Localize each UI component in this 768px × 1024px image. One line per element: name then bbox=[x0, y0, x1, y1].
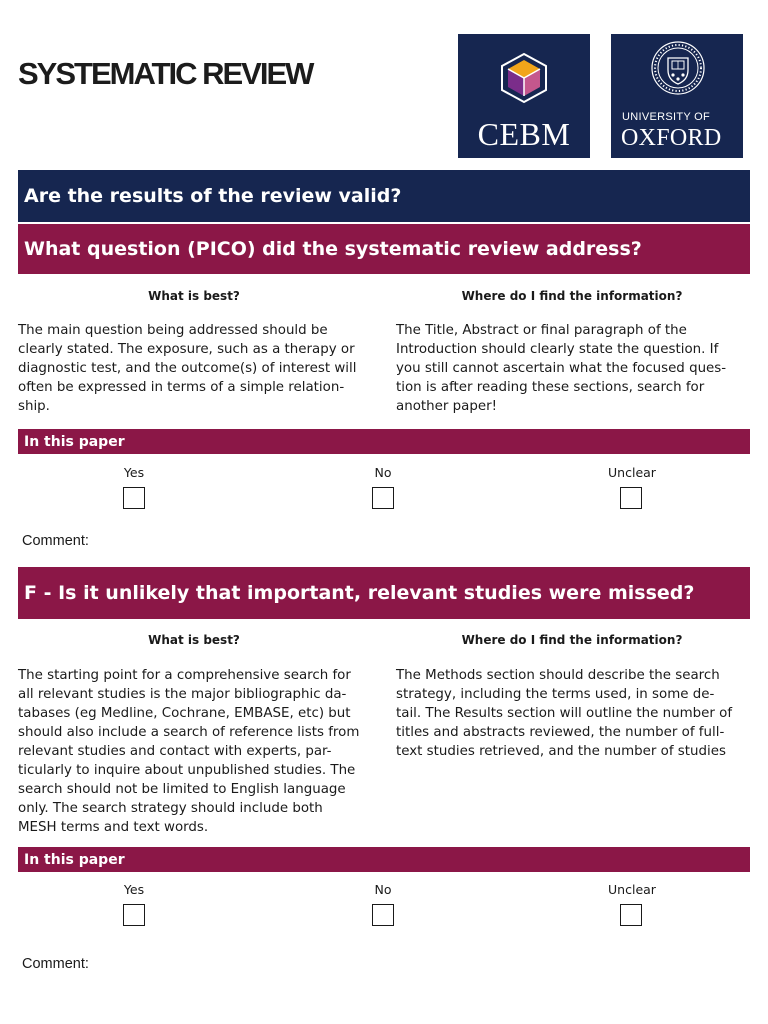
q2-comment-label: Comment: bbox=[22, 956, 89, 972]
q2-unclear-checkbox[interactable] bbox=[620, 904, 642, 926]
cebm-logo bbox=[458, 34, 590, 158]
q2-where-text: The Methods section should describe the search strategy, including the terms used, in some de- tail. The Results section will outline the number of titles and abstracts reviewed, the number of full- text studies retrieved, and the number of studies bbox=[396, 668, 733, 759]
q2-no-checkbox[interactable] bbox=[372, 904, 394, 926]
q1-no-checkbox[interactable] bbox=[372, 487, 394, 509]
q1-comment-label: Comment: bbox=[22, 533, 89, 549]
q1-in-this-paper: In this paper bbox=[18, 429, 750, 454]
q2-where-header: Where do I find the information? bbox=[461, 633, 683, 647]
q2-option-no-label: No bbox=[374, 882, 392, 897]
q2-option-yes-label: Yes bbox=[123, 882, 145, 897]
q2-in-this-paper: In this paper bbox=[18, 847, 750, 872]
q1-option-no-label: No bbox=[374, 465, 392, 480]
oxford-logo bbox=[611, 34, 743, 158]
oxford-logo-subtext: UNIVERSITY OF bbox=[622, 111, 711, 123]
cebm-cube-icon bbox=[498, 52, 550, 104]
q1-best-header: What is best? bbox=[148, 289, 240, 303]
q2-best-text: The starting point for a comprehensive search for all relevant studies is the major bibliographic da- tabases (eg Medline, Cochrane, EMBASE, etc) but should also include a search of reference lists from relevant studies and contact with experts, par- ticularly to inquire about unpublished studies. The search should not be limited to English language only. The search strategy should include both MESH terms and text words. bbox=[18, 668, 360, 835]
q1-yes-checkbox[interactable] bbox=[123, 487, 145, 509]
q1-option-yes-label: Yes bbox=[123, 465, 145, 480]
question-1-title: What question (PICO) did the systematic review address? bbox=[18, 224, 750, 274]
q1-where-text: The Title, Abstract or final paragraph of the Introduction should clearly state the question. If you still cannot ascertain what the focused ques- tion is after reading these sections, search for another paper! bbox=[396, 323, 727, 414]
oxford-logo-text: OXFORD bbox=[621, 125, 722, 151]
q1-where-header: Where do I find the information? bbox=[461, 289, 683, 303]
section-heading: Are the results of the review valid? bbox=[18, 170, 750, 222]
question-2-title: F - Is it unlikely that important, relevant studies were missed? bbox=[18, 567, 750, 619]
q1-unclear-checkbox[interactable] bbox=[620, 487, 642, 509]
q2-best-header: What is best? bbox=[148, 633, 240, 647]
oxford-crest-icon bbox=[650, 40, 706, 96]
q2-option-unclear-label: Unclear bbox=[608, 882, 656, 897]
q2-yes-checkbox[interactable] bbox=[123, 904, 145, 926]
cebm-logo-text: CEBM bbox=[477, 116, 571, 152]
q1-option-unclear-label: Unclear bbox=[608, 465, 656, 480]
q1-best-text: The main question being addressed should be clearly stated. The exposure, such as a therapy or diagnostic test, and the outcome(s) of interest will often be expressed in terms of a simple relation- ship. bbox=[18, 323, 357, 414]
page-title: SYSTEMATIC REVIEW bbox=[18, 56, 313, 91]
